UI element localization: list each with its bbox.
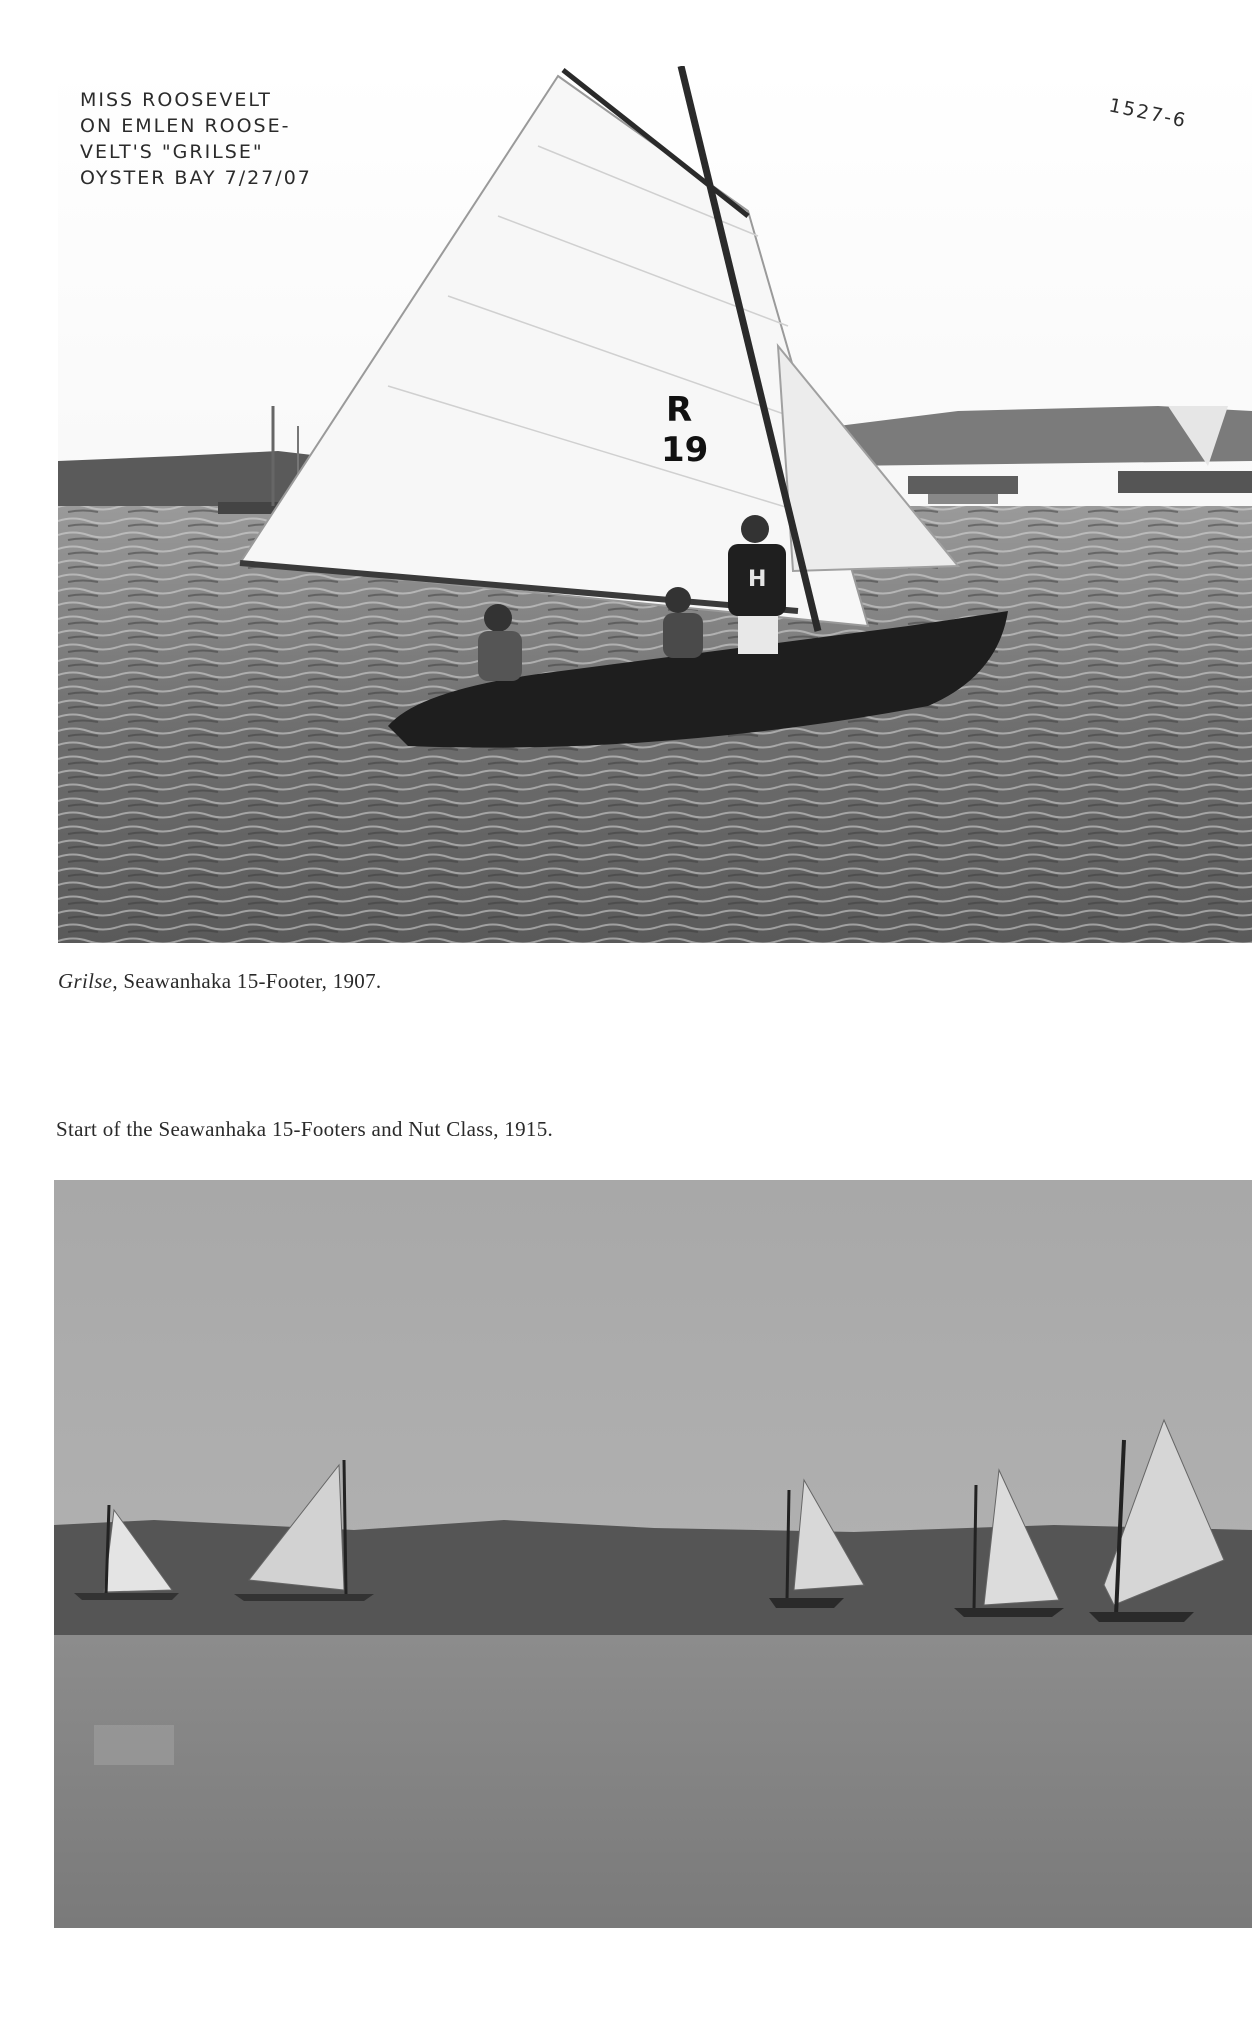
- note-line-4: OYSTER BAY 7/27/07: [80, 167, 312, 189]
- note-line-1: MISS ROOSEVELT: [80, 89, 272, 111]
- caption-top-rest: , Seawanhaka 15-Footer, 1907.: [112, 969, 382, 993]
- sailboat-grilse-photo: [58, 66, 1252, 943]
- caption-boat-name: Grilse: [58, 969, 113, 993]
- sail-digits: 19: [661, 430, 709, 470]
- sweater-letter: H: [748, 567, 767, 592]
- caption-top: [58, 969, 381, 994]
- note-line-2: ON EMLEN ROOSE-: [80, 115, 291, 137]
- sail-letter: R: [666, 390, 693, 430]
- regatta-start-photo: [54, 1180, 1252, 1928]
- note-line-3: VELT'S "GRILSE": [80, 141, 264, 163]
- catalog-number: 1527-6: [1106, 94, 1190, 133]
- caption-bottom: Start of the Seawanhaka 15-Footers and Nut Class, 1915.: [56, 1117, 554, 1141]
